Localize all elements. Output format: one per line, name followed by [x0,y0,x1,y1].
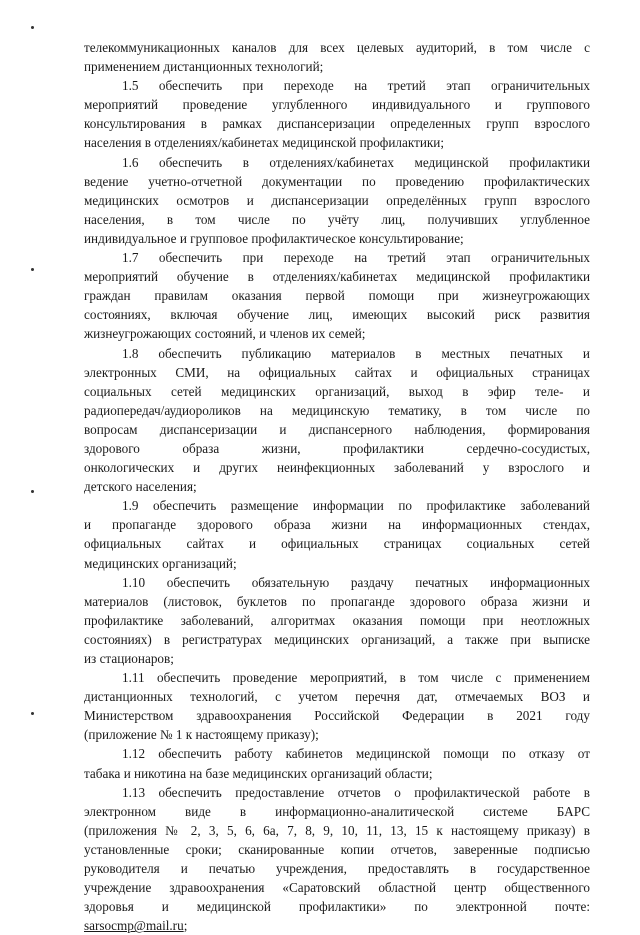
text-line: консультирования в рамках диспансеризации определенных групп взрослого [84,116,590,132]
text-line: телекоммуникационных каналов для всех целевых аудиторий, в том числе с [84,40,590,55]
margin-speck [31,712,34,715]
text-line: Министерством здравоохранения Российской Федерации в 2021 году [84,708,590,724]
document-page [84,38,590,935]
text-line: ведение учетно-отчетной документации по проведению профилактических [84,173,590,189]
text-line: 1.10 обеспечить обязательную раздачу печатных информационных [122,574,590,590]
text-line: 1.5 обеспечить при переходе на третий этап ограничительных [122,78,590,94]
text-line: 1.9 обеспечить размещение информации по профилактике заболеваний [122,498,590,514]
text-line: жизнеугрожающих состояний, и членов их семей; [84,326,366,342]
text-line: мероприятий обучение в отделениях/кабинетах медицинской профилактики [84,269,590,285]
margin-speck [31,268,34,271]
text-line: 1.13 обеспечить предоставление отчетов о профилактической работе в [122,784,590,800]
text-line: (приложения № 2, 3, 5, 6, 6а, 7, 8, 9, 10, 11, 13, 15 к настоящему приказу) в [84,822,590,838]
text-line: электронном виде в информационно-аналитической системе БАРС [84,803,590,819]
text-line: 1.7 обеспечить при переходе на третий этап ограничительных [122,250,590,266]
email-line [84,916,590,935]
text-line: 1.12 обеспечить работу кабинетов медицинской помощи по отказу от [122,746,590,762]
text-line: табака и никотина на базе медицинских организаций области; [84,765,433,781]
text-line: социальных сетей медицинских организаций, выход в эфир теле- и [84,383,590,399]
text-line: и пропаганде здорового образа жизни на информационных стендах, [84,517,590,533]
margin-speck [31,490,34,493]
text-line: (приложение № 1 к настоящему приказу); [84,727,319,743]
text-line: состояниях, включая обучение лиц, имеющих высокий риск развития [84,307,590,323]
text-line: установленные сроки; сканированные копии отчетов, заверенные подписью [84,841,590,857]
text-line: вопросам диспансеризации и диспансерного наблюдения, формирования [84,421,590,437]
email-punctuation: ; [183,918,188,934]
text-line: официальных сайтах и официальных страницах социальных сетей [84,536,590,552]
text-line: применением дистанционных технологий; [84,59,324,75]
text-line: профилактике заболеваний, алгоритмах оказания помощи при неотложных [84,612,590,628]
text-line: здорового образа жизни, профилактики сердечно-сосудистых, [84,440,590,456]
text-line: учреждение здравоохранения «Саратовский областной центр общественного [84,880,590,896]
text-line: медицинских организаций; [84,555,237,571]
text-line: состояниях) в регистратурах медицинских организаций, а также при выписке [84,631,590,647]
margin-speck [31,26,34,29]
text-line: 1.11 обеспечить проведение мероприятий, в том числе с применением [122,670,590,686]
text-line: из стационаров; [84,651,174,666]
text-line: радиопередач/аудиороликов на медицинскую тематику, в том числе по [84,402,590,418]
text-line: медицинских осмотров и диспансеризации определённых групп взрослого [84,192,590,208]
text-line: индивидуальное и групповое профилактическое консультирование; [84,230,464,246]
text-line: руководителя и печатью учреждения, предоставлять в государственное [84,861,590,877]
text-line: населения в отделениях/кабинетах медицинской профилактики; [84,135,445,151]
text-line: мероприятий проведение углубленного индивидуального и группового [84,97,590,113]
text-line: населения, в том числе по учёту лиц, получивших углубленное [84,211,590,227]
text-line: граждан правилам оказания первой помощи при жизнеугрожающих [84,288,590,304]
text-line: дистанционных технологий, с учетом перечня дат, отмечаемых ВОЗ и [84,689,590,705]
email-link[interactable]: sarsocmp@mail.ru [84,918,184,934]
text-line: здоровья и медицинской профилактики» по электронной почте: [84,899,590,915]
text-line: онкологических и других неинфекционных заболеваний у взрослого и [84,460,590,476]
text-line: 1.8 обеспечить публикацию материалов в местных печатных и [122,345,590,361]
text-line: электронных СМИ, на официальных сайтах и официальных страницах [84,364,590,380]
text-line: материалов (листовок, буклетов по пропаганде здорового образа жизни и [84,593,590,609]
text-line: детского населения; [84,479,197,495]
text-line: 1.6 обеспечить в отделениях/кабинетах медицинской профилактики [122,154,590,170]
